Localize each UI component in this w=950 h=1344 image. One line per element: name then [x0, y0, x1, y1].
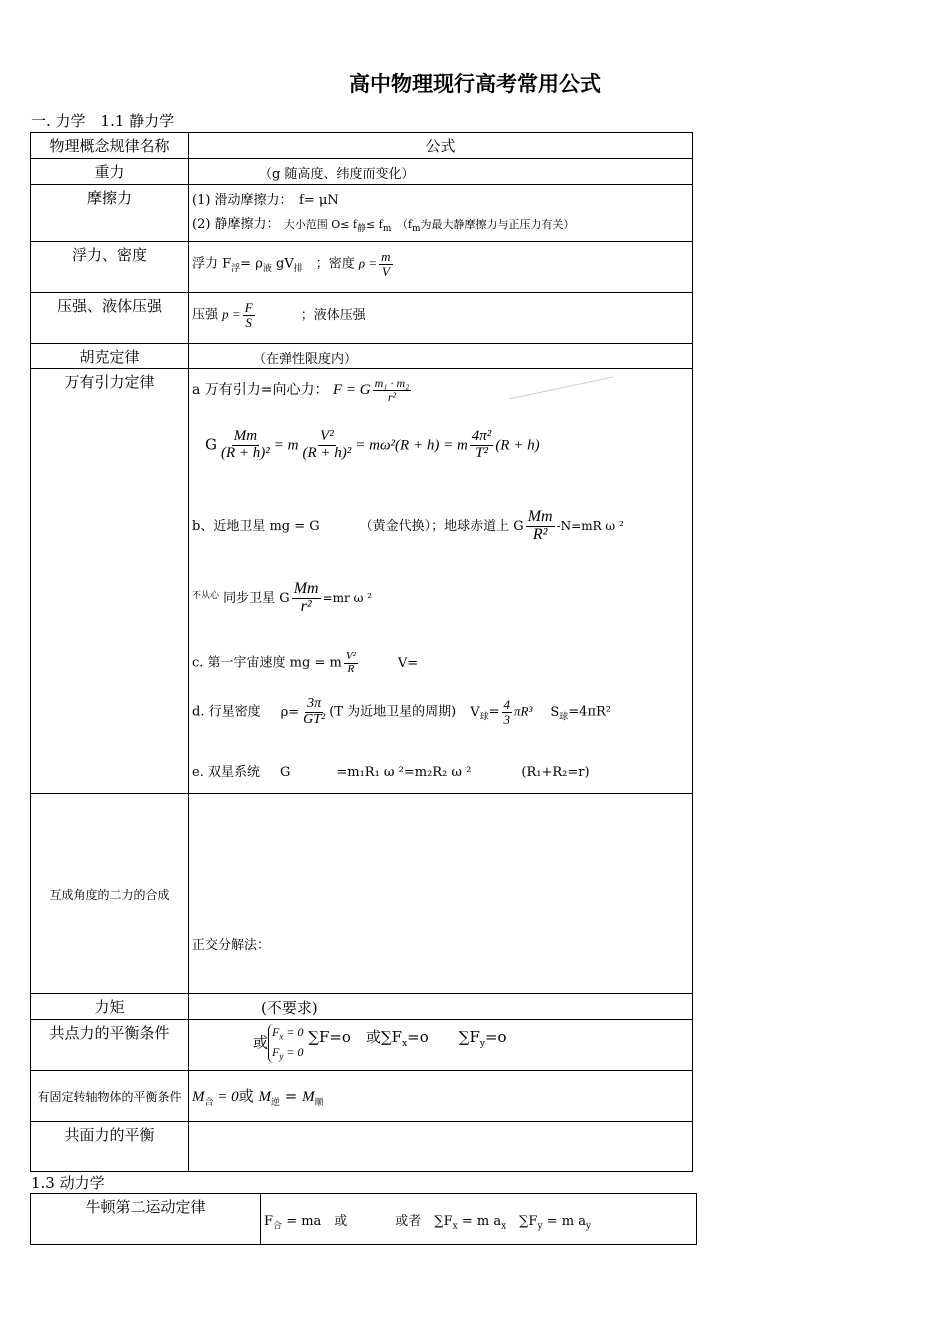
section-heading-statics: 一. 力学 1.1 静力学: [31, 112, 175, 130]
row-buoyancy-name: 浮力、密度: [31, 242, 189, 293]
row-torque-name: 力矩: [31, 994, 189, 1020]
row-composition-name: 互成角度的二力的合成: [31, 794, 189, 994]
header-formula: 公式: [189, 133, 693, 159]
pressure-fraction: $\frac{F}{S}$: [244, 300, 253, 330]
header-name: 物理概念规律名称: [31, 133, 189, 159]
row-buoyancy-formula: 浮力 $F_浮= \rho_液$ $gV_排$ ；密度 ρ = $\frac{m}{V}$: [189, 242, 693, 293]
gravitation-a: a 万有引力=向心力： F = G $\frac{\text{m₁ · m₂}}{\text{r²}}$: [192, 376, 410, 404]
row-concurrent-formula: 或 $F_x = 0$ $F_y = 0$ ∑F=o 或$\sum F_x=o$ $\sum F_y=o$: [189, 1020, 693, 1071]
equilibrium-brace: $F_x = 0$ $F_y = 0$: [268, 1024, 303, 1063]
row-gravitation-formula: [189, 369, 693, 794]
row-newton-name: 牛顿第二运动定律: [31, 1194, 261, 1245]
section-heading-dynamics: 1.3 动力学: [31, 1174, 105, 1192]
row-composition-formula: [189, 794, 693, 994]
row-gravitation-name: 万有引力定律: [31, 369, 189, 794]
stray-line: [507, 375, 617, 401]
gravitation-synchronous: $^{不从心}$ 同步卫星 G $\frac{Mm}{\text{r²}}$ =mr ω ²: [192, 580, 372, 615]
dynamics-table: [30, 1193, 697, 1245]
row-axis-formula: $M_合 = 0$或 $M_逆 = M_顺$: [189, 1071, 693, 1122]
friction-static: (2) 静摩擦力： 大小范围 $O\le f_静\le f_m$ （$f_m$为最大静摩擦力与正压力有关）: [192, 217, 575, 235]
statics-table: [30, 132, 693, 1172]
row-pressure-formula: 压强 p = $\frac{F}{S}$ ；液体压强: [189, 293, 693, 344]
gravitation-e: e. 双星系统 G =m₁R₁ ω ²=m₂R₂ ω ² (R₁+R₂=r): [192, 765, 590, 781]
row-axis-name: 有固定转轴物体的平衡条件: [31, 1071, 189, 1122]
gravitation-c: c. 第一宇宙速度 mg = m $\frac{\text{V²}}{R}$ V=: [192, 650, 419, 675]
row-coplanar-formula: [189, 1122, 693, 1172]
gravitation-equation: G $\frac{Mm}{\text{(R + h)²}}$ = m $\frac{\text{V²}}{\text{(R + h)²}}$ = mω²(R + h) = m $\frac{\text{4π²}}{\text{T²}}$ (R + h): [205, 428, 540, 461]
row-concurrent-name: 共点力的平衡条件: [31, 1020, 189, 1071]
page-title: 高中物理现行高考常用公式: [349, 72, 601, 96]
gravitation-d: d. 行星密度 ρ= $\frac{3\pi}{\text{GT²}}$ (T 为近地卫星的周期) $V_球=$ $\frac{4}{3}$ πR³ $S_球=4\pi R^2$: [192, 696, 611, 727]
gravitation-b: b、近地卫星 mg = G （黄金代换）；地球赤道上 G $\frac{Mm}{\text{R²}}$ -N=mR ω ²: [192, 508, 624, 543]
row-friction-formula: [189, 185, 693, 242]
orthogonal-decomposition: 正交分解法：: [192, 938, 271, 954]
row-torque-formula: (不要求): [189, 994, 693, 1020]
row-newton-formula: $F_合$ = ma 或 或者 $\sum F_x = m$ $a_x$ $\sum F_y = m$ $a_y$: [261, 1194, 697, 1245]
row-coplanar-name: 共面力的平衡: [31, 1122, 189, 1172]
friction-sliding: (1) 滑动摩擦力： f= μN: [192, 193, 339, 208]
row-hooke-name: 胡克定律: [31, 344, 189, 369]
row-hooke-formula: （在弹性限度内）: [189, 344, 693, 369]
density-fraction: $\frac{m}{V}$: [381, 249, 391, 279]
row-gravity-formula: （g 随高度、纬度而变化）: [189, 159, 693, 185]
row-friction-name: 摩擦力: [31, 185, 189, 242]
row-pressure-name: 压强、液体压强: [31, 293, 189, 344]
row-gravity-name: 重力: [31, 159, 189, 185]
